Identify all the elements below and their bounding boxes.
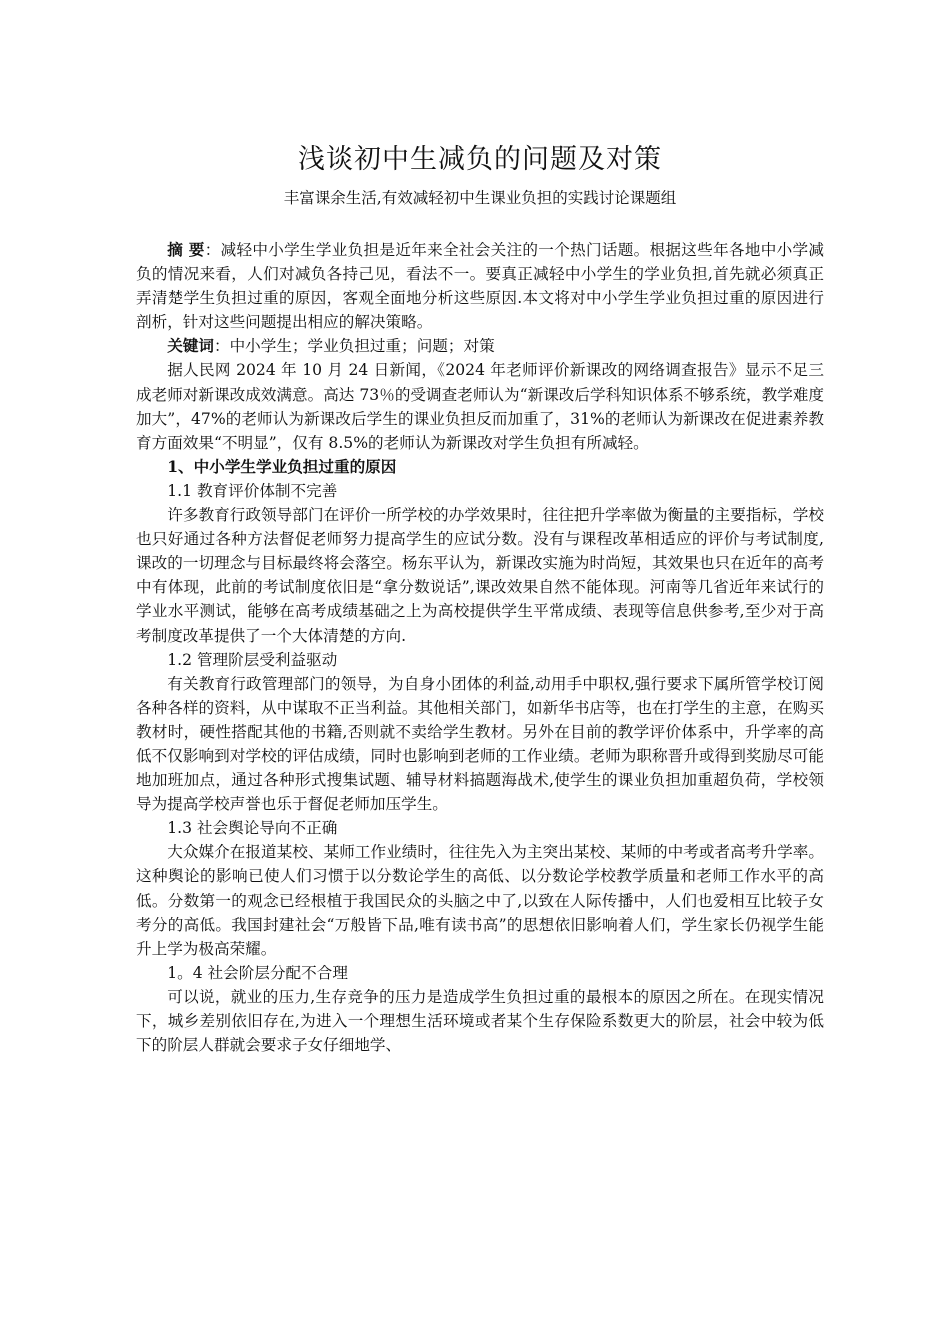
- keywords-label: 关键词: [167, 336, 214, 356]
- subsection-heading: 1。4 社会阶层分配不合理: [167, 963, 348, 982]
- abstract-label: 摘 要: [167, 240, 205, 259]
- abstract-text: ：减轻中小学生学业负担是近年来全社会关注的一个热门话题。根据这些年各地中小学减负的情况来看，人们对减负各持己见，看法不一。要真正减轻中小学生的学业负担,首先就必须真正弄清楚学生负担过重的原因，客观全面地分析这些原因.本文将对中小学生学业负担过重的原因进行剖析，针对这些问题提出相应的解决策略。: [136, 241, 824, 332]
- body-paragraph: 大众媒介在报道某校、某师工作业绩时，往往先入为主突出某校、某师的中考或者高考升学率。这种舆论的影响已使人们习惯于以分数论学生的高低、以分数论学校教学质量和老师工作水平的高低。分数第一的观念已经根植于我国民众的头脑之中了,以致在人际传播中，人们也爱相互比较子女考分的高低。我国封建社会“万般皆下品,唯有读书高”的思想依旧影响着人们，学生家长仍视学生能升上学为极高荣耀。: [136, 843, 824, 958]
- keywords-text: ：中小学生；学业负担过重；问题；对策: [213, 337, 495, 356]
- abstract-paragraph: [136, 238, 824, 334]
- body-paragraph: 许多教育行政领导部门在评价一所学校的办学效果时，往往把升学率做为衡量的主要指标，学校也只好通过各种方法督促老师努力提高学生的应试分数。没有与课程改革相适应的评价与考试制度,课改的一切理念与目标最终将会落空。杨东平认为，新课改实施为时尚短，其效果也只在近年的高考中有体现，此前的考试制度依旧是“拿分数说话”,课改效果自然不能体现。河南等几省近年来试行的学业水平测试，能够在高考成绩基础之上为高校提供学生平常成绩、表现等信息供参考,至少对于高考制度改革提供了一个大体清楚的方向.: [136, 506, 824, 645]
- document-title: 浅谈初中生减负的问题及对策: [298, 144, 662, 175]
- intro-paragraph: 据人民网 2024 年 10 月 24 日新闻，《2024 年老师评价新课改的网络调查报告》显示不足三成老师对新课改成效满意。高达 73％的受调查老师认为“新课改后学科知识体系不够系统，教学难度加大”，47%的老师认为新课改后学生的课业负担反而加重了，31%的老师认为新课改在促进素养教育方面效果“不明显”，仅有 8.5%的老师认为新课改对学生负担有所减轻。: [136, 361, 824, 452]
- section-heading: 1、中小学生学业负担过重的原因: [167, 456, 397, 476]
- document-subtitle: 丰富课余生活,有效减轻初中生课业负担的实践讨论课题组: [283, 189, 677, 207]
- subsection-heading: 1.3 社会舆论导向不正确: [167, 819, 338, 838]
- body-paragraph: 有关教育行政管理部门的领导，为自身小团体的利益,动用手中职权,强行要求下属所管学校订阅各种各样的资料，从中谋取不正当利益。其他相关部门，如新华书店等，也在打学生的主意，在购买教材时，硬性搭配其他的书籍,否则就不卖给学生教材。另外在目前的教学评价体系中，升学率的高低不仅影响到对学校的评估成绩，同时也影响到老师的工作业绩。老师为职称晋升或得到奖励尽可能地加班加点，通过各种形式搜集试题、辅导材料搞题海战术,使学生的课业负担加重超负荷，学校领导为提高学校声誉也乐于督促老师加压学生。: [136, 674, 824, 814]
- subsection-heading: 1.2 管理阶层受利益驱动: [167, 650, 338, 669]
- subsection-heading: 1.1 教育评价体制不完善: [167, 481, 338, 500]
- document-body: [136, 140, 824, 1057]
- body-paragraph: 可以说，就业的压力,生存竞争的压力是造成学生负担过重的最根本的原因之所在。在现实情况下，城乡差别依旧存在,为进入一个理想生活环境或者某个生存保险系数更大的阶层，社会中较为低下的阶层人群就会要求子女仔细地学、: [136, 987, 824, 1055]
- keywords-paragraph: [136, 334, 824, 358]
